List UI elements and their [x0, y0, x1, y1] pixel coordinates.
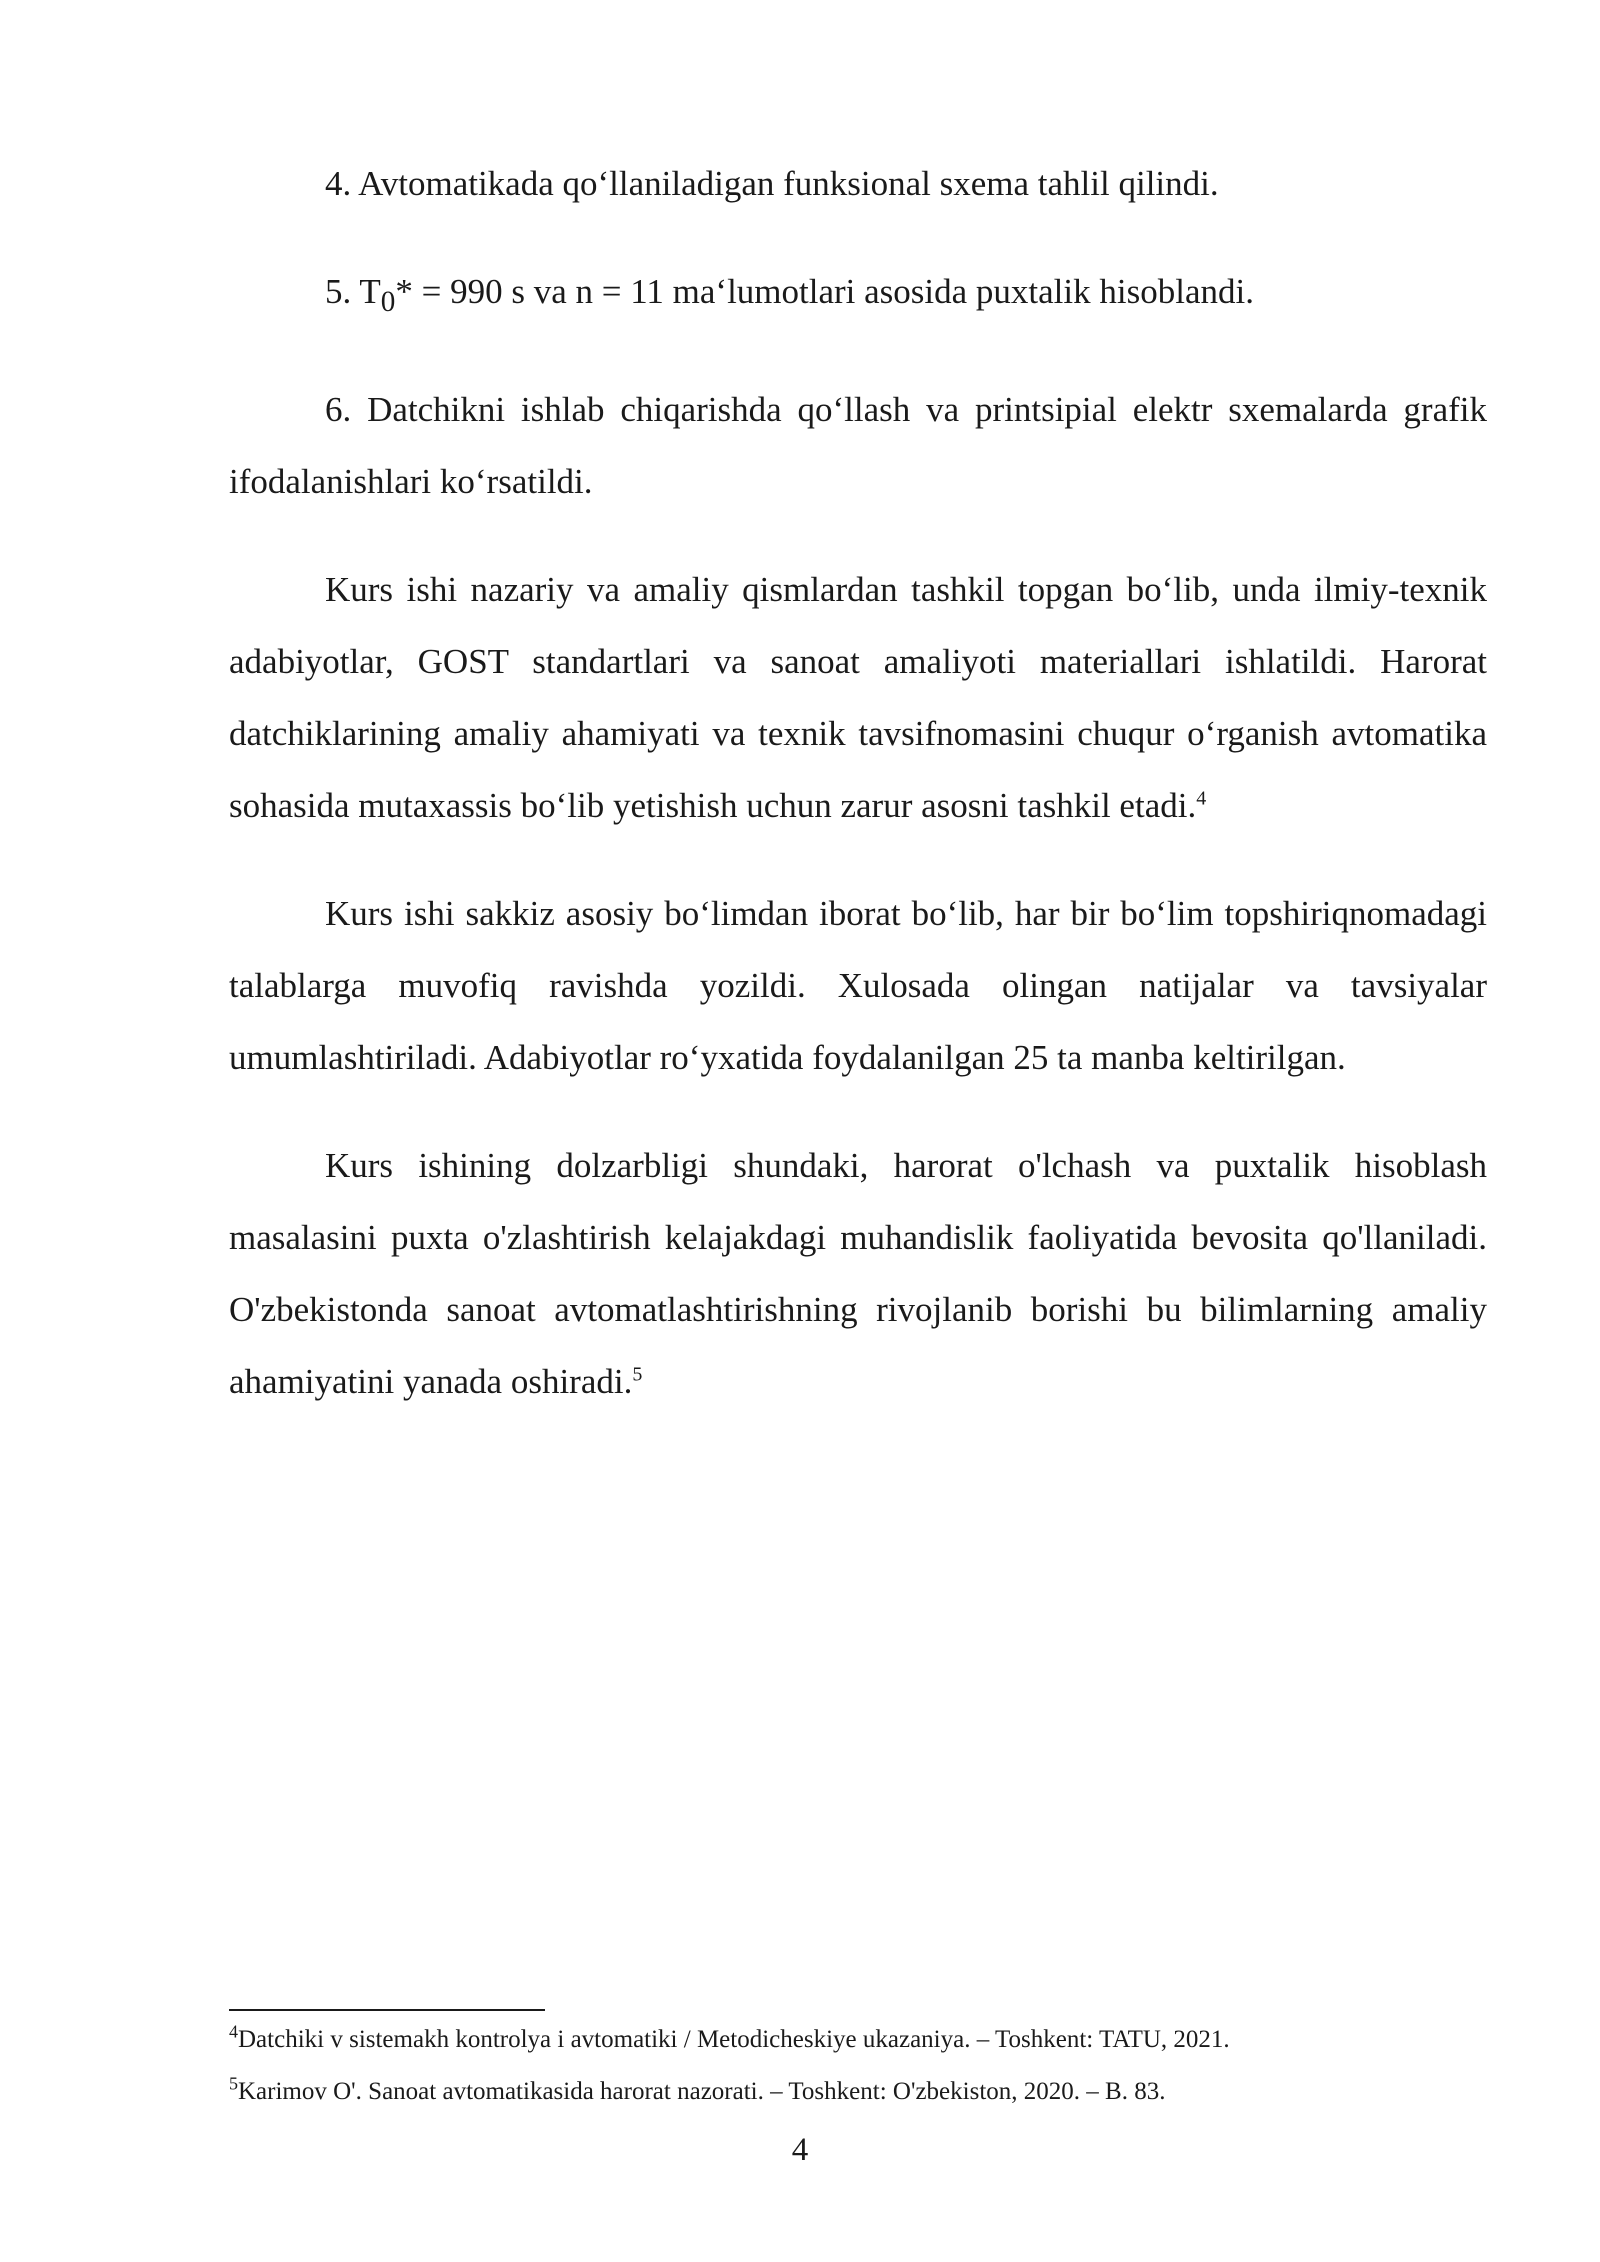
- paragraph-sections: [229, 878, 1487, 1094]
- list-item-4: [229, 148, 1487, 220]
- list-item-text: 6. Datchikni ishlab chiqarishda qo‘llash va printsipial elektr sxemalarda grafik ifodalanishlari ko‘rsatildi.: [229, 390, 1487, 501]
- list-item-text: * = 990 s va n = 11 ma‘lumotlari asosida puxtalik hisoblandi.: [395, 272, 1254, 311]
- paragraph-text: Kurs ishi sakkiz asosiy bo‘limdan iborat bo‘lib, har bir bo‘lim topshiriqnomadagi talablarga muvofiq ravishda yozildi. Xulosada olingan natijalar va tavsiyalar umumlashtiriladi. Adabiyotlar ro‘yxatida foydalanilgan 25 ta manba keltirilgan.: [229, 894, 1487, 1077]
- footnote-text: Datchiki v sistemakh kontrolya i avtomatiki / Metodicheskiye ukazaniya. – Toshkent: TATU, 2021.: [238, 2026, 1230, 2053]
- subscript-zero: 0: [380, 286, 396, 318]
- footnote-4: [229, 2023, 1487, 2057]
- list-item-prefix: 5. T: [325, 272, 381, 311]
- footnote-text: Karimov O'. Sanoat avtomatikasida harorat nazorati. – Toshkent: O'zbekiston, 2020. – B. 83.: [238, 2078, 1166, 2105]
- body-text: [229, 148, 1487, 1454]
- footnote-number: 5: [229, 2073, 238, 2094]
- list-item-5: [229, 256, 1487, 338]
- footnotes-section: [229, 2009, 1487, 2127]
- list-item-6: [229, 374, 1487, 518]
- paragraph-relevance: [229, 1130, 1487, 1418]
- paragraph-structure: [229, 554, 1487, 842]
- footnote-separator: [229, 2009, 545, 2011]
- paragraph-text: Kurs ishi nazariy va amaliy qismlardan tashkil topgan bo‘lib, unda ilmiy-texnik adabiyotlar, GOST standartlari va sanoat amaliyoti materiallari ishlatildi. Harorat datchiklarining amaliy ahamiyati va texnik tavsifnomasini chuqur o‘rganish avtomatika sohasida mutaxassis bo‘lib yetishish uchun zarur asosni tashkil etadi.: [229, 570, 1487, 825]
- footnote-5: [229, 2075, 1487, 2109]
- list-item-text: 4. Avtomatikada qo‘llaniladigan funksional sxema tahlil qilindi.: [325, 164, 1219, 203]
- page-number: 4: [791, 2132, 809, 2168]
- footnote-number: 4: [229, 2021, 238, 2042]
- paragraph-text: Kurs ishining dolzarbligi shundaki, harorat o'lchash va puxtalik hisoblash masalasini puxta o'zlashtirish kelajakdagi muhandislik faoliyatida bevosita qo'llaniladi. O'zbekistonda sanoat avtomatlashtirishning rivojlanib borishi bu bilimlarning amaliy ahamiyatini yanada oshiradi.: [229, 1146, 1487, 1401]
- footnote-ref-4[interactable]: 4: [1196, 787, 1207, 810]
- footnote-ref-5[interactable]: 5: [632, 1363, 643, 1386]
